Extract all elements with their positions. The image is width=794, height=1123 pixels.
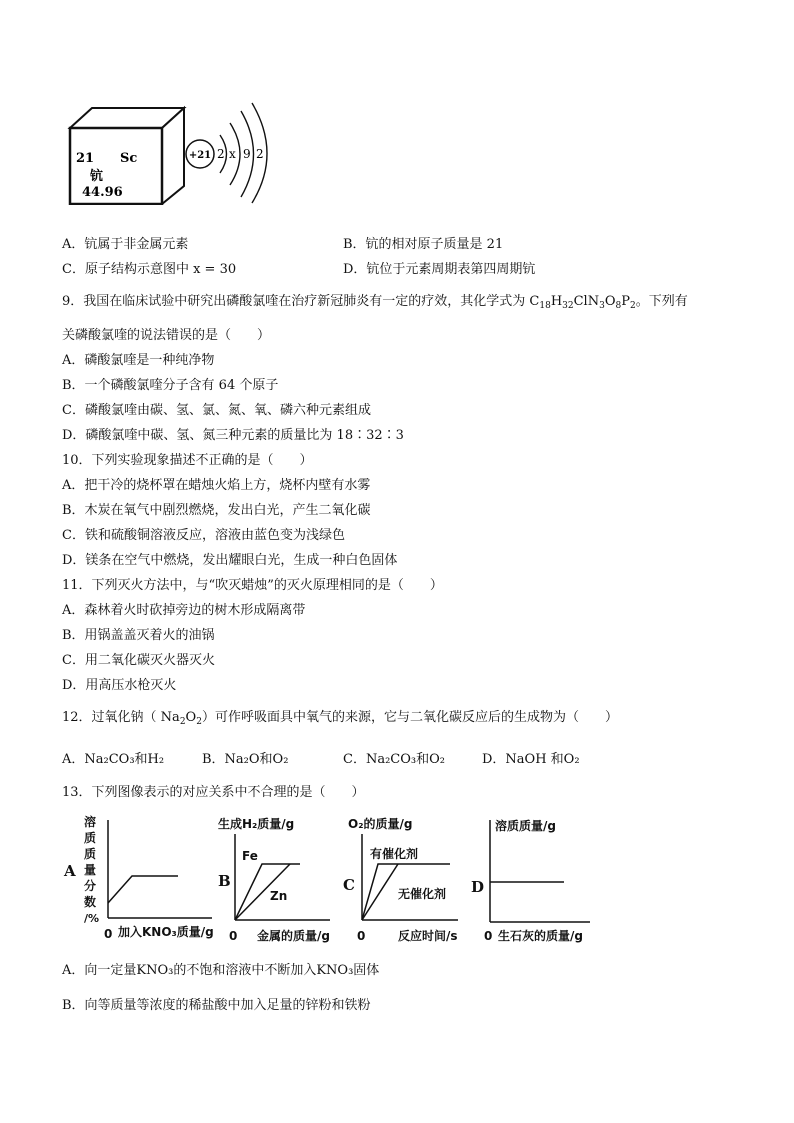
- graph-c-series-catalyst: 有催化剂: [370, 847, 419, 861]
- q11-option-d: D．用高压水枪灭火: [62, 678, 177, 693]
- q9-stem: 9．我国在临床试验中研究出磷酸氯喹在治疗新冠肺炎有一定的疗效，其化学式为 $C_{18}H_{32}ClN_3O_8P_2$。下列有: [62, 294, 688, 311]
- graph-b-series-fe: Fe: [242, 849, 258, 863]
- q11-stem: 11．下列灭火方法中，与“吹灭蜡烛”的灭火原理相同的是（ ）: [62, 578, 443, 593]
- shell-2-count: x: [229, 147, 236, 161]
- q11-option-c: C．用二氧化碳灭火器灭火: [62, 653, 215, 668]
- graph-a-label: A: [64, 862, 76, 880]
- q10-option-a: A．把干冷的烧杯罩在蜡烛火焰上方，烧杯内壁有水雾: [62, 478, 371, 493]
- nucleus-charge: +21: [188, 150, 212, 161]
- graph-b-origin: 0: [229, 929, 238, 943]
- graph-b-fe-line: [235, 864, 300, 920]
- graph-d-ylabel: 溶质质量/g: [495, 819, 556, 833]
- graph-c-no-catalyst-line: [362, 864, 398, 920]
- graph-c-label: C: [343, 876, 355, 894]
- graph-a-ylabel-4: 分: [84, 879, 97, 893]
- q8-option-b: B．钪的相对原子质量是 21: [343, 237, 504, 252]
- q11-option-a: A．森林着火时砍掉旁边的树木形成隔离带: [62, 603, 306, 618]
- graph-b-series-zn: Zn: [270, 889, 288, 903]
- q9-option-b: B．一个磷酸氯喹分子含有 64 个原子: [62, 378, 279, 393]
- element-mass: 44.96: [82, 185, 123, 200]
- q9-stem-line2: 关磷酸氯喹的说法错误的是（ ）: [62, 328, 271, 343]
- graph-c-ylabel: O₂的质量/g: [348, 817, 413, 831]
- graph-c-origin: 0: [357, 929, 366, 943]
- q13-option-a: A．向一定量KNO₃的不饱和溶液中不断加入KNO₃固体: [62, 963, 380, 978]
- q8-option-d: D．钪位于元素周期表第四周期钪: [343, 262, 536, 277]
- graph-a-curve: [108, 876, 178, 903]
- shell-3-count: 9: [243, 147, 251, 161]
- q10-stem: 10．下列实验现象描述不正确的是（ ）: [62, 453, 313, 468]
- graph-d-origin: 0: [484, 929, 493, 943]
- atom-structure-diagram: [178, 95, 278, 205]
- graph-a-ylabel-3: 量: [84, 863, 97, 877]
- shell-4-count: 2: [256, 147, 264, 161]
- graph-b: [218, 816, 330, 943]
- q10-option-d: D．镁条在空气中燃烧，发出耀眼白光，生成一种白色固体: [62, 553, 398, 568]
- q12-stem: 12．过氧化钠（ $Na_2O_2$）可作呼吸面具中氧气的来源，它与二氧化碳反应后的生成物为（ ）: [62, 710, 618, 727]
- q9-option-a: A．磷酸氯喹是一种纯净物: [62, 353, 215, 368]
- q13-option-b: B．向等质量等浓度的稀盐酸中加入足量的锌粉和铁粉: [62, 998, 371, 1013]
- q12-option-c: C．Na₂CO₃和O₂: [343, 752, 445, 767]
- q13-graph-panel: [60, 808, 600, 950]
- graph-c: [343, 816, 458, 943]
- q9-stem-part1: 9．我国在临床试验中研究出磷酸氯喹在治疗新冠肺炎有一定的疗效，其化学式为 C: [62, 294, 540, 309]
- graph-a-ylabel-6: /%: [84, 912, 100, 925]
- graph-b-label: B: [218, 872, 231, 890]
- q9-option-d: D．磷酸氯喹中碳、氢、氮三种元素的质量比为 18∶32∶3: [62, 428, 404, 443]
- graph-c-xlabel: 反应时间/s: [398, 929, 458, 943]
- q9-option-c: C．磷酸氯喹由碳、氢、氯、氮、氧、磷六种元素组成: [62, 403, 371, 418]
- element-number: 21: [76, 151, 95, 166]
- element-symbol: Sc: [120, 151, 138, 166]
- graph-b-ylabel: 生成H₂质量/g: [218, 817, 295, 831]
- graph-a-origin: 0: [104, 927, 113, 941]
- q10-option-c: C．铁和硫酸铜溶液反应，溶液由蓝色变为浅绿色: [62, 528, 345, 543]
- graph-d-xlabel: 生石灰的质量/g: [498, 929, 583, 943]
- graph-c-series-no-catalyst: 无催化剂: [398, 887, 447, 901]
- graph-a-ylabel-5: 数: [84, 895, 97, 909]
- graph-d-label: D: [471, 878, 485, 896]
- q12-option-b: B．Na₂O和O₂: [202, 752, 289, 767]
- q12-option-d: D．NaOH 和O₂: [482, 752, 580, 767]
- graph-a: [63, 814, 214, 941]
- q12-option-a: A．Na₂CO₃和H₂: [62, 752, 165, 767]
- q11-option-b: B．用锅盖盖灭着火的油锅: [62, 628, 215, 643]
- graph-a-xlabel: 加入KNO₃质量/g: [118, 925, 214, 939]
- q8-option-a: A．钪属于非金属元素: [62, 237, 189, 252]
- q13-stem: 13．下列图像表示的对应关系中不合理的是（ ）: [62, 785, 365, 800]
- graph-b-xlabel: 金属的质量/g: [257, 929, 330, 943]
- graph-a-ylabel-2: 质: [84, 847, 97, 861]
- shell-1-count: 2: [217, 147, 225, 161]
- graph-a-ylabel-1: 质: [84, 831, 97, 845]
- element-name: 钪: [90, 169, 104, 184]
- q10-option-b: B．木炭在氧气中剧烈燃烧，发出白光，产生二氧化碳: [62, 503, 371, 518]
- q8-option-c: C．原子结构示意图中 x = 30: [62, 262, 237, 277]
- graph-a-ylabel-0: 溶: [84, 815, 97, 829]
- q9-stem-part2: 。下列有: [635, 294, 688, 309]
- graph-d: [471, 818, 590, 943]
